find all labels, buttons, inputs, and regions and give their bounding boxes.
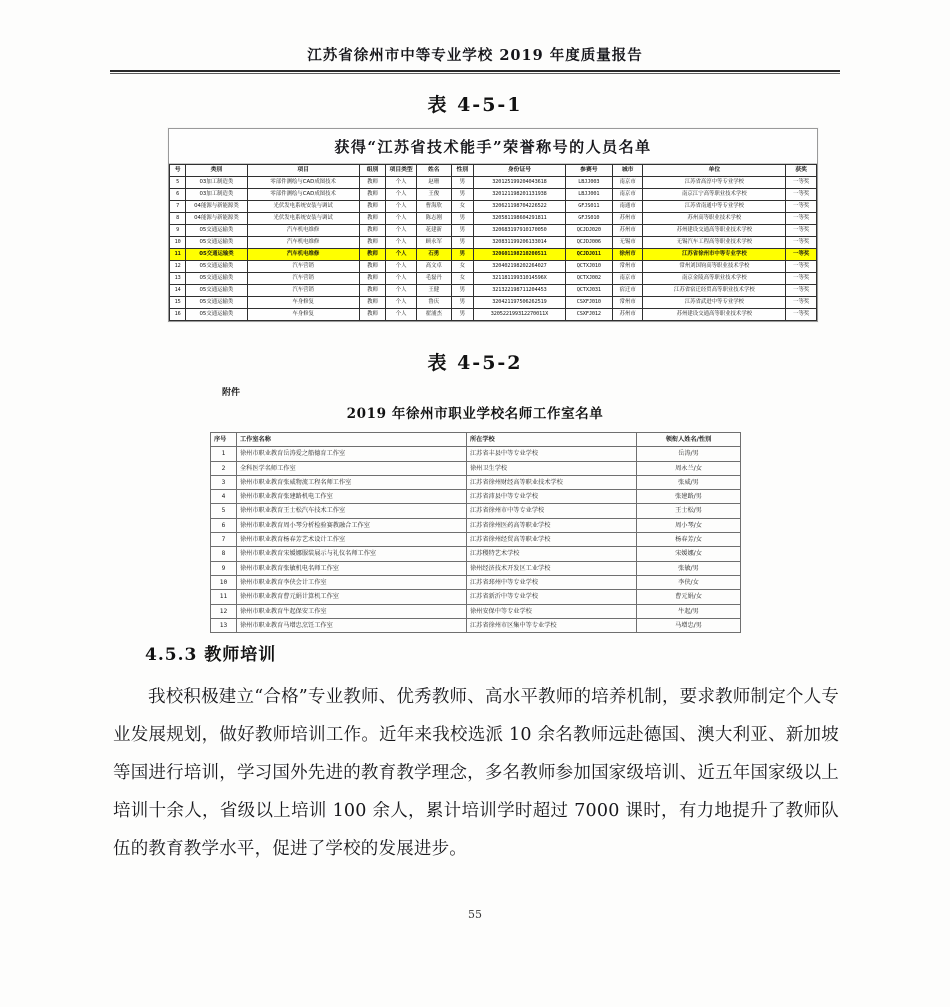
table-4-5-1-body bbox=[170, 177, 817, 321]
table-cell: 教师 bbox=[359, 201, 386, 213]
table-cell: 周永兰/女 bbox=[637, 461, 741, 475]
table-row bbox=[211, 561, 741, 575]
table-cell: 一等奖 bbox=[786, 177, 817, 189]
table-cell: 03加工制造类 bbox=[186, 177, 247, 189]
table-cell: 毛磊丹 bbox=[416, 273, 451, 285]
table-cell: 个人 bbox=[386, 201, 417, 213]
table-caption-4-5-1: 表 4-5-1 bbox=[427, 94, 523, 116]
table-row bbox=[170, 177, 817, 189]
table-cell: 教师 bbox=[359, 237, 386, 249]
table-row bbox=[211, 618, 741, 632]
table-row bbox=[211, 590, 741, 604]
table-cell: 个人 bbox=[386, 189, 417, 201]
table-cell: 南通市 bbox=[612, 201, 643, 213]
table-4-5-1 bbox=[169, 164, 817, 321]
table-cell: 汽车机电维修 bbox=[247, 237, 359, 249]
table-cell: 7 bbox=[211, 533, 237, 547]
table-cell: 6 bbox=[211, 518, 237, 532]
table-cell: 曹元娟/女 bbox=[637, 590, 741, 604]
table-cell: 苏州高等职业技术学校 bbox=[643, 213, 786, 225]
table-cell: 教师 bbox=[359, 297, 386, 309]
table-cell: 周小琴/女 bbox=[637, 518, 741, 532]
table-cell: 男 bbox=[451, 237, 473, 249]
table-cell: 教师 bbox=[359, 249, 386, 261]
table-cell: 个人 bbox=[386, 237, 417, 249]
table-cell: 赵珊 bbox=[416, 177, 451, 189]
table-cell: 03加工制造类 bbox=[186, 189, 247, 201]
table-cell: 05交通运输类 bbox=[186, 297, 247, 309]
table-cell: 江苏省丰县中等专业学校 bbox=[467, 447, 637, 461]
table-cell: 4 bbox=[211, 490, 237, 504]
table-cell: 7 bbox=[170, 201, 186, 213]
table-row bbox=[211, 475, 741, 489]
col-group: 组别 bbox=[359, 165, 386, 177]
table-cell: 男 bbox=[451, 249, 473, 261]
table-cell: 南京金陵高等职业技术学校 bbox=[643, 273, 786, 285]
table-cell: 教师 bbox=[359, 177, 386, 189]
table-cell: 教师 bbox=[359, 225, 386, 237]
table-cell: 鲁庆 bbox=[416, 297, 451, 309]
table-cell: 320121198201131938 bbox=[474, 189, 566, 201]
col-leader: 领衔人姓名/性别 bbox=[637, 433, 741, 447]
table-row bbox=[170, 237, 817, 249]
table-row bbox=[170, 261, 817, 273]
table-cell: 徐州市职业教育杨春芳艺术设计工作室 bbox=[237, 533, 467, 547]
table-row bbox=[170, 213, 817, 225]
table-row bbox=[211, 447, 741, 461]
table-cell: 江苏省徐州医药高等职业学校 bbox=[467, 518, 637, 532]
table-cell: 杨春芳/女 bbox=[637, 533, 741, 547]
col-studio-name: 工作室名称 bbox=[237, 433, 467, 447]
table-cell: 05交通运输类 bbox=[186, 237, 247, 249]
table-cell: 05交通运输类 bbox=[186, 225, 247, 237]
table-cell: 05交通运输类 bbox=[186, 285, 247, 297]
section-paragraph: 我校积极建立“合格”专业教师、优秀教师、高水平教师的培养机制，要求教师制定个人专业发展规划，做好教师培训工作。近年来我校选派 10 余名教师远赴德国、澳大利亚、新加坡等国进行培训，学习国外先进的教育教学理念，多名教师参加国家级培训、近五年国家级以上培训十余人，省级以上培训 100 余人，累计培训学时超过 7000 课时，有力地提升了教师队伍的教育教学水平，促进了学校的发展进步。 bbox=[113, 687, 839, 859]
table-cell: 5 bbox=[211, 504, 237, 518]
table-cell: 一等奖 bbox=[786, 225, 817, 237]
table-cell: LBJJ001 bbox=[565, 189, 612, 201]
table-cell: 10 bbox=[211, 575, 237, 589]
table-cell: 车身修复 bbox=[247, 309, 359, 321]
table-cell: 苏州市 bbox=[612, 309, 643, 321]
col-project: 项目 bbox=[247, 165, 359, 177]
table-cell: 江苏省高淳中等专业学校 bbox=[643, 177, 786, 189]
table-cell: 江苏省徐州市区集中等专业学校 bbox=[467, 618, 637, 632]
table-cell: 徐州市职业教育张敏机电名师工作室 bbox=[237, 561, 467, 575]
table-cell: 南京市 bbox=[612, 177, 643, 189]
table-cell: 男 bbox=[451, 297, 473, 309]
table-cell: 王俊 bbox=[416, 189, 451, 201]
table-cell: 车身修复 bbox=[247, 297, 359, 309]
table-cell: 14 bbox=[170, 285, 186, 297]
table-cell: 个人 bbox=[386, 225, 417, 237]
table-row bbox=[170, 285, 817, 297]
table-cell: 徐州市职业教育岳涛爱之船德育工作室 bbox=[237, 447, 467, 461]
table-cell: 10 bbox=[170, 237, 186, 249]
table-cell: 徐州经济技术开发区工业学校 bbox=[467, 561, 637, 575]
table-cell: 320581198604291811 bbox=[474, 213, 566, 225]
table-row bbox=[170, 201, 817, 213]
table-cell: 翟浦杰 bbox=[416, 309, 451, 321]
table-cell: 16 bbox=[170, 309, 186, 321]
table-cell: 个人 bbox=[386, 213, 417, 225]
table-cell: QCTXJ010 bbox=[565, 261, 612, 273]
table-cell: 汽车营销 bbox=[247, 261, 359, 273]
table-cell: 常州刘国钧高等职业技术学校 bbox=[643, 261, 786, 273]
col-category: 类别 bbox=[186, 165, 247, 177]
table-4-5-1-scan bbox=[168, 128, 818, 322]
table-cell: 320621198704226522 bbox=[474, 201, 566, 213]
table-cell: 宿迁市 bbox=[612, 285, 643, 297]
table-cell: 王健 bbox=[416, 285, 451, 297]
table-cell: 男 bbox=[451, 225, 473, 237]
table-cell: 个人 bbox=[386, 297, 417, 309]
table-cell: 徐州市职业教育王士松汽车技术工作室 bbox=[237, 504, 467, 518]
table-4-5-2-body bbox=[211, 447, 741, 633]
table-cell: 一等奖 bbox=[786, 213, 817, 225]
table-cell: 个人 bbox=[386, 285, 417, 297]
col-id-number: 身份证号 bbox=[474, 165, 566, 177]
table-cell: 江苏省徐州市中等专业学校 bbox=[643, 249, 786, 261]
table-cell: 徐州市 bbox=[612, 249, 643, 261]
table-cell: 江苏省徐州财经高等职业技术学校 bbox=[467, 475, 637, 489]
table-cell: 男 bbox=[451, 177, 473, 189]
table-cell: 徐州市职业教育张威物流工程名师工作室 bbox=[237, 475, 467, 489]
table-cell: 05交通运输类 bbox=[186, 273, 247, 285]
table-cell: 常州市 bbox=[612, 261, 643, 273]
table-caption-4-5-2: 表 4-5-2 bbox=[427, 352, 523, 374]
table-cell: 教师 bbox=[359, 285, 386, 297]
table-cell: QCJDJ020 bbox=[565, 225, 612, 237]
table-cell: 04能源与新能源类 bbox=[186, 213, 247, 225]
table-cell: 个人 bbox=[386, 177, 417, 189]
running-header-text: 江苏省徐州市中等专业学校 2019 年度质量报告 bbox=[307, 47, 643, 64]
table-cell: 王士松/男 bbox=[637, 504, 741, 518]
table-cell: 05交通运输类 bbox=[186, 309, 247, 321]
table-cell: 江苏省沛县中等专业学校 bbox=[467, 490, 637, 504]
table-cell: 李侠/女 bbox=[637, 575, 741, 589]
table-cell: 徐州市职业教育宋媛娜服装展示与礼仪名师工作室 bbox=[237, 547, 467, 561]
table-cell: 无锡汽车工程高等职业技术学校 bbox=[643, 237, 786, 249]
table-cell: 张敏/男 bbox=[637, 561, 741, 575]
col-no: 号 bbox=[170, 165, 186, 177]
table-cell: 南京江宁高等职业技术学校 bbox=[643, 189, 786, 201]
col-award: 获奖 bbox=[786, 165, 817, 177]
table-cell: 一等奖 bbox=[786, 249, 817, 261]
table-cell: 一等奖 bbox=[786, 201, 817, 213]
table-cell: 9 bbox=[211, 561, 237, 575]
table-cell: 12 bbox=[211, 604, 237, 618]
col-unit: 单位 bbox=[643, 165, 786, 177]
table-cell: CSXFJ012 bbox=[565, 309, 612, 321]
table-cell: QCTXJ031 bbox=[565, 285, 612, 297]
table-cell: 汽车机电维修 bbox=[247, 225, 359, 237]
table-cell: 女 bbox=[451, 201, 473, 213]
table-cell: LBJJ003 bbox=[565, 177, 612, 189]
table-cell: 张威/男 bbox=[637, 475, 741, 489]
header-divider bbox=[110, 70, 840, 72]
table-cell: 320125199204043618 bbox=[474, 177, 566, 189]
table-cell: 徐州卫生学校 bbox=[467, 461, 637, 475]
table-cell: 高文卓 bbox=[416, 261, 451, 273]
table-cell: 光伏发电系统安装与调试 bbox=[247, 201, 359, 213]
table-row bbox=[170, 225, 817, 237]
table-row bbox=[170, 189, 817, 201]
table-cell: 13 bbox=[211, 618, 237, 632]
table-cell: 320421197506262519 bbox=[474, 297, 566, 309]
table-cell: 无锡市 bbox=[612, 237, 643, 249]
table-cell: 05交通运输类 bbox=[186, 249, 247, 261]
table-4-5-2-header-row bbox=[211, 433, 741, 447]
table-cell: 马增忠/男 bbox=[637, 618, 741, 632]
table-cell: 320831199206133014 bbox=[474, 237, 566, 249]
table-cell: 男 bbox=[451, 285, 473, 297]
table-cell: 常州市 bbox=[612, 297, 643, 309]
table-cell: 顾永军 bbox=[416, 237, 451, 249]
table-cell: 教师 bbox=[359, 189, 386, 201]
table-cell: 男 bbox=[451, 309, 473, 321]
table-cell: 曹海欣 bbox=[416, 201, 451, 213]
table-4-5-1-header-row bbox=[170, 165, 817, 177]
table-row bbox=[211, 547, 741, 561]
table-cell: 个人 bbox=[386, 261, 417, 273]
table-cell: 12 bbox=[170, 261, 186, 273]
table-cell: 女 bbox=[451, 261, 473, 273]
table-cell: 男 bbox=[451, 213, 473, 225]
table-cell: 8 bbox=[170, 213, 186, 225]
table-row bbox=[170, 249, 817, 261]
table-cell: 江苏省新沂中等专业学校 bbox=[467, 590, 637, 604]
table-cell: 一等奖 bbox=[786, 285, 817, 297]
table-row bbox=[211, 575, 741, 589]
table-row bbox=[211, 490, 741, 504]
table-cell: 陈志刚 bbox=[416, 213, 451, 225]
table-cell: 32118119931014596X bbox=[474, 273, 566, 285]
table-cell: 江苏省武进中等专业学校 bbox=[643, 297, 786, 309]
table-cell: 零部件测绘与CAD成图技术 bbox=[247, 177, 359, 189]
table-row bbox=[211, 533, 741, 547]
table-cell: 江苏省邳州中等专业学校 bbox=[467, 575, 637, 589]
table-cell: 徐州市职业教育张建路机电工作室 bbox=[237, 490, 467, 504]
table-row bbox=[170, 309, 817, 321]
table-cell: 320402198202264027 bbox=[474, 261, 566, 273]
table-cell: 汽车营销 bbox=[247, 273, 359, 285]
table-cell: 320601198210200511 bbox=[474, 249, 566, 261]
table-cell: 女 bbox=[451, 273, 473, 285]
table-cell: 零部件测绘与CAD成图技术 bbox=[247, 189, 359, 201]
table-4-5-2-scan bbox=[210, 432, 740, 633]
col-name: 姓名 bbox=[416, 165, 451, 177]
table-cell: 一等奖 bbox=[786, 273, 817, 285]
table-cell: 徐州市职业教育马增忠烹饪工作室 bbox=[237, 618, 467, 632]
table-row bbox=[211, 604, 741, 618]
table-row bbox=[170, 297, 817, 309]
table-cell: 个人 bbox=[386, 309, 417, 321]
table-cell: 11 bbox=[211, 590, 237, 604]
table-cell: 苏州建设交通高等职业技术学校 bbox=[643, 309, 786, 321]
table-cell: 321322198711204453 bbox=[474, 285, 566, 297]
table-cell: 教师 bbox=[359, 309, 386, 321]
table-cell: 个人 bbox=[386, 249, 417, 261]
table-cell: 一等奖 bbox=[786, 297, 817, 309]
table-cell: 8 bbox=[211, 547, 237, 561]
table-row bbox=[211, 518, 741, 532]
table-cell: 张建路/男 bbox=[637, 490, 741, 504]
table-cell: 11 bbox=[170, 249, 186, 261]
table-cell: 苏州市 bbox=[612, 225, 643, 237]
col-school: 所在学校 bbox=[467, 433, 637, 447]
table-cell: 5 bbox=[170, 177, 186, 189]
table-cell: QCJDJ011 bbox=[565, 249, 612, 261]
table-cell: 2 bbox=[211, 461, 237, 475]
table-cell: 江苏省宿迁经贸高等职业技术学校 bbox=[643, 285, 786, 297]
table-cell: 教师 bbox=[359, 261, 386, 273]
table-cell: 宋媛娜/女 bbox=[637, 547, 741, 561]
col-entry-number: 参赛号 bbox=[565, 165, 612, 177]
table-cell: 苏州建设交通高等职业技术学校 bbox=[643, 225, 786, 237]
table-cell: 徐州市职业教育李侠会计工作室 bbox=[237, 575, 467, 589]
table-cell: 南京市 bbox=[612, 273, 643, 285]
table-cell: 徐州市职业教育周小琴分析检验赛教融合工作室 bbox=[237, 518, 467, 532]
table-row bbox=[170, 273, 817, 285]
table-cell: 320522199312270011X bbox=[474, 309, 566, 321]
table-cell: 1 bbox=[211, 447, 237, 461]
table-cell: 汽车营销 bbox=[247, 285, 359, 297]
table-cell: 光伏发电系统安装与调试 bbox=[247, 213, 359, 225]
table-4-5-2-title: 2019 年徐州市职业学校名师工作室名单 bbox=[346, 406, 604, 422]
col-project-type: 项目类型 bbox=[386, 165, 417, 177]
table-cell: 全科医学名师工作室 bbox=[237, 461, 467, 475]
page-number: 55 bbox=[468, 908, 482, 921]
table-cell: 岳涛/男 bbox=[637, 447, 741, 461]
table-cell: CSXFJ010 bbox=[565, 297, 612, 309]
table-4-5-2 bbox=[210, 432, 741, 633]
table-cell: 一等奖 bbox=[786, 309, 817, 321]
table-cell: 苏州市 bbox=[612, 213, 643, 225]
table-cell: 一等奖 bbox=[786, 189, 817, 201]
table-row bbox=[211, 504, 741, 518]
table-row bbox=[211, 461, 741, 475]
table-cell: 个人 bbox=[386, 273, 417, 285]
table-cell: 9 bbox=[170, 225, 186, 237]
table-cell: 320683197910170050 bbox=[474, 225, 566, 237]
table-cell: 15 bbox=[170, 297, 186, 309]
table-cell: 04能源与新能源类 bbox=[186, 201, 247, 213]
table-cell: 江苏省南通中等专业学校 bbox=[643, 201, 786, 213]
table-cell: 6 bbox=[170, 189, 186, 201]
table-cell: 男 bbox=[451, 189, 473, 201]
table-cell: QCTXJ002 bbox=[565, 273, 612, 285]
running-header bbox=[110, 44, 840, 65]
table-cell: 一等奖 bbox=[786, 261, 817, 273]
col-city: 城市 bbox=[612, 165, 643, 177]
table-cell: 教师 bbox=[359, 273, 386, 285]
table-cell: 05交通运输类 bbox=[186, 261, 247, 273]
table-cell: 徐州市职业教育曹元娟计算机工作室 bbox=[237, 590, 467, 604]
table-4-5-1-title: 获得“江苏省技术能手”荣誉称号的人员名单 bbox=[169, 129, 817, 164]
table-cell: 教师 bbox=[359, 213, 386, 225]
table-cell: GFJS010 bbox=[565, 213, 612, 225]
table-cell: 牛起/男 bbox=[637, 604, 741, 618]
table-cell: 南京市 bbox=[612, 189, 643, 201]
table-cell: 石勇 bbox=[416, 249, 451, 261]
table-cell: 汽车机电维修 bbox=[247, 249, 359, 261]
table-cell: 13 bbox=[170, 273, 186, 285]
table-cell: QCJDJ006 bbox=[565, 237, 612, 249]
table-cell: 徐州安保中等专业学校 bbox=[467, 604, 637, 618]
table-cell: 花建新 bbox=[416, 225, 451, 237]
table-cell: 江苏省徐州市中等专业学校 bbox=[467, 504, 637, 518]
table-cell: 江苏省徐州经贸高等职业学校 bbox=[467, 533, 637, 547]
attachment-label: 附件 bbox=[222, 388, 241, 398]
table-cell: GFJS011 bbox=[565, 201, 612, 213]
table-cell: 徐州市职业教育牛起保安工作室 bbox=[237, 604, 467, 618]
table-cell: 一等奖 bbox=[786, 237, 817, 249]
col-gender: 性别 bbox=[451, 165, 473, 177]
col-seq: 序号 bbox=[211, 433, 237, 447]
table-cell: 3 bbox=[211, 475, 237, 489]
table-cell: 江苏稷特艺术学校 bbox=[467, 547, 637, 561]
section-heading: 4.5.3 教师培训 bbox=[145, 645, 277, 665]
